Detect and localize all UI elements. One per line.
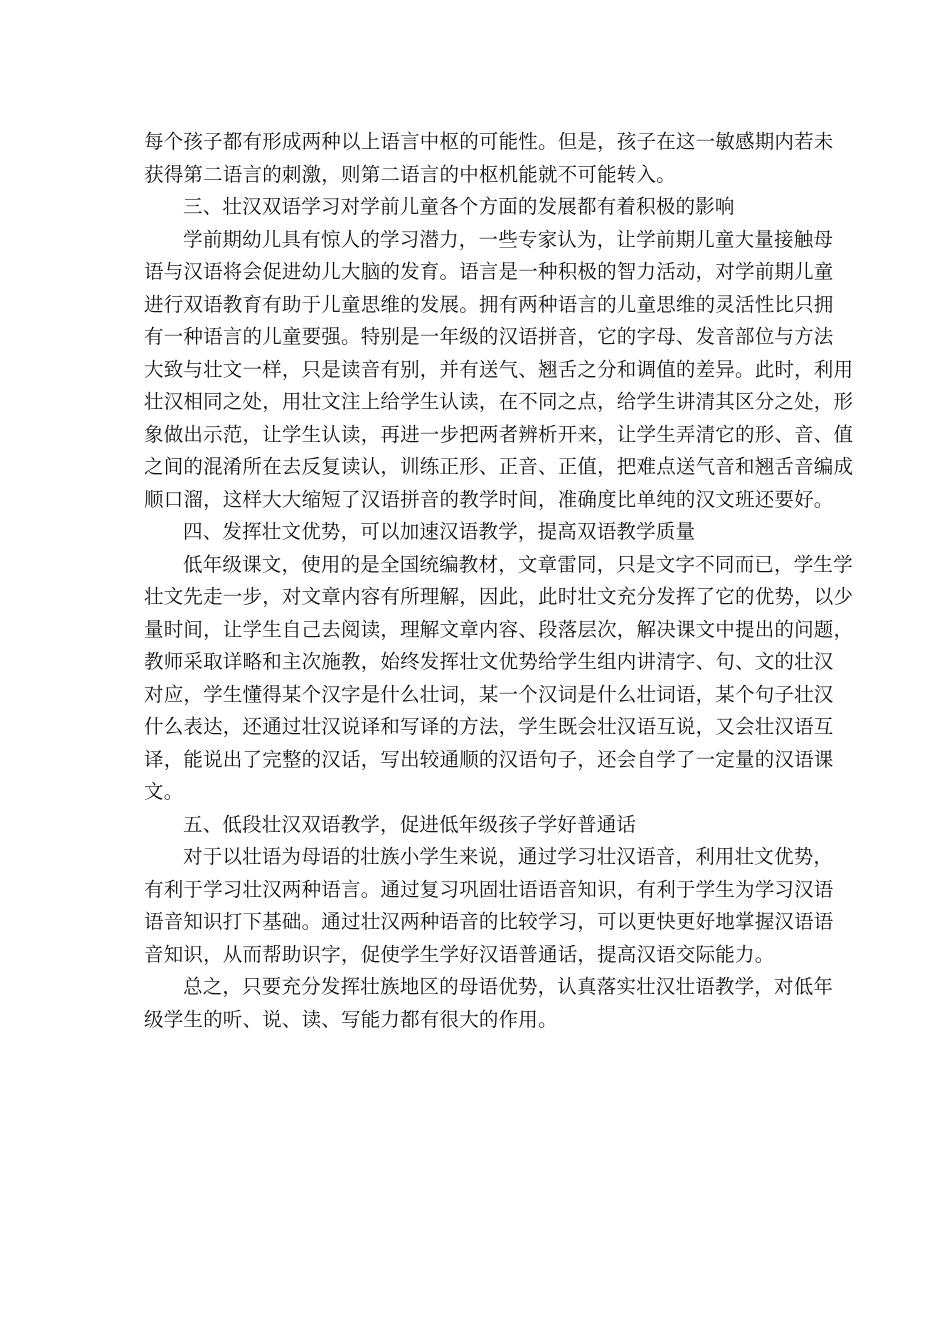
text-line-25: 语音知识打下基础。通过壮汉两种语音的比较学习，可以更快更好地掌握汉语语 [144,910,834,933]
text-line-27: 总之，只要充分发挥壮族地区的母语优势，认真落实壮汉壮语教学，对低年 [183,975,834,998]
document-body [144,126,854,1036]
text-line-19: 什么表达，还通过壮汉说译和写译的方法，学生既会壮汉语互说，又会壮汉语互 [144,715,834,738]
text-line-23: 对于以壮语为母语的壮族小学生来说，通过学习壮汉语音，利用壮文优势， [183,845,834,868]
text-line-6: 进行双语教育有助于儿童思维的发展。拥有两种语言的儿童思维的灵活性比只拥 [144,292,834,316]
text-line-10: 象做出示范，让学生认读，再进一步把两者辨析开来，让学生弄清它的形、音、值 [144,422,854,446]
section-heading-4: 四、发挥壮文优势，可以加速汉语教学，提高双语教学质量 [183,520,696,543]
text-line-24: 有利于学习壮汉两种语言。通过复习巩固壮语语音知识，有利于学生为学习汉语 [144,877,834,901]
text-line-28: 级学生的听、说、读、写能力都有很大的作用。 [144,1007,558,1031]
section-heading-3: 三、壮汉双语学习对学前儿童各个方面的发展都有着积极的影响 [183,195,735,218]
text-line-1: 每个孩子都有形成两种以上语言中枢的可能性。但是，孩子在这一敏感期内若未 [144,130,834,153]
text-line-5: 语与汉语将会促进幼儿大脑的发育。语言是一种积极的智力活动，对学前期儿童 [144,260,834,283]
text-line-16: 量时间，让学生自己去阅读，理解文章内容、段落层次，解决课文中提出的问题， [144,617,854,641]
text-line-2: 获得第二语言的刺激，则第二语言的中枢机能就不可能转入。 [144,162,676,186]
text-line-21: 文。 [144,780,184,803]
text-line-14: 低年级课文，使用的是全国统编教材，文章雷同，只是文字不同而已，学生学 [183,552,853,576]
text-line-15: 壮文先走一步，对文章内容有所理解，因此，此时壮文充分发挥了它的优势，以少 [144,585,854,608]
text-line-8: 大致与壮文一样，只是读音有别，并有送气、翘舌之分和调值的差异。此时，利用 [144,357,854,381]
text-line-17: 教师采取详略和主次施教，始终发挥壮文优势给学生组内讲清字、句、文的壮汉 [144,650,834,673]
text-line-7: 有一种语言的儿童要强。特别是一年级的汉语拼音，它的字母、发音部位与方法 [144,325,834,348]
text-line-9: 壮汉相同之处，用壮文注上给学生认读，在不同之点，给学生讲清其区分之处，形 [144,390,854,413]
text-line-11: 之间的混淆所在去反复读认，训练正形、正音、正值，把难点送气音和翘舌音编成 [144,455,854,478]
text-line-18: 对应，学生懂得某个汉字是什么壮词，某一个汉词是什么壮词语，某个句子壮汉 [144,682,834,706]
section-heading-5: 五、低段壮汉双语教学，促进低年级孩子学好普通话 [183,812,637,836]
text-line-20: 译，能说出了完整的汉话，写出较通顺的汉语句子，还会自学了一定量的汉语课 [144,747,834,771]
text-line-26: 音知识，从而帮助识字，促使学生学好汉语普通话，提高汉语交际能力。 [144,942,775,966]
text-line-12: 顺口溜，这样大大缩短了汉语拼音的教学时间，准确度比单纯的汉文班还要好。 [144,487,834,511]
text-line-4: 学前期幼儿具有惊人的学习潜力，一些专家认为，让学前期儿童大量接触母 [183,227,834,251]
